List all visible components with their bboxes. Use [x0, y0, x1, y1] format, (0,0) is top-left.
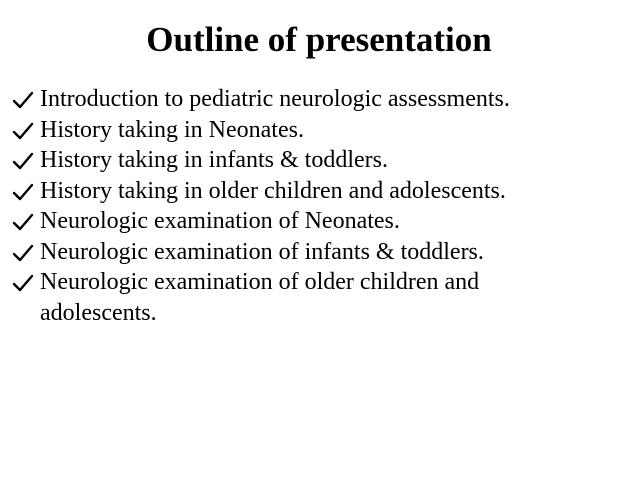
list-item: [12, 84, 632, 115]
list-item-text: History taking in older children and adolescents.: [40, 177, 506, 204]
list-item-text: Neurologic examination of Neonates.: [40, 208, 400, 234]
outline-list: [12, 84, 632, 328]
checkmark-icon: [12, 84, 40, 114]
checkmark-icon: [12, 115, 40, 145]
list-item: [12, 176, 632, 207]
list-item: [12, 206, 632, 237]
checkmark-icon: [12, 237, 40, 267]
checkmark-icon: [12, 145, 40, 175]
checkmark-icon: [12, 206, 40, 236]
slide-title: Outline of presentation: [146, 20, 492, 59]
list-item: [12, 237, 632, 268]
list-item-text: Introduction to pediatric neurologic assessments.: [40, 86, 510, 112]
list-item-text: History taking in infants & toddlers.: [40, 147, 388, 173]
checkmark-icon: [12, 176, 40, 206]
list-item-text: Neurologic examination of older children and adolescents.: [40, 269, 480, 326]
list-item-text: Neurologic examination of infants & toddlers.: [40, 238, 484, 265]
list-item: [12, 115, 632, 146]
list-item-text: History taking in Neonates.: [40, 116, 304, 143]
list-item: [12, 267, 632, 328]
checkmark-icon: [12, 267, 40, 297]
list-item: [12, 145, 632, 176]
